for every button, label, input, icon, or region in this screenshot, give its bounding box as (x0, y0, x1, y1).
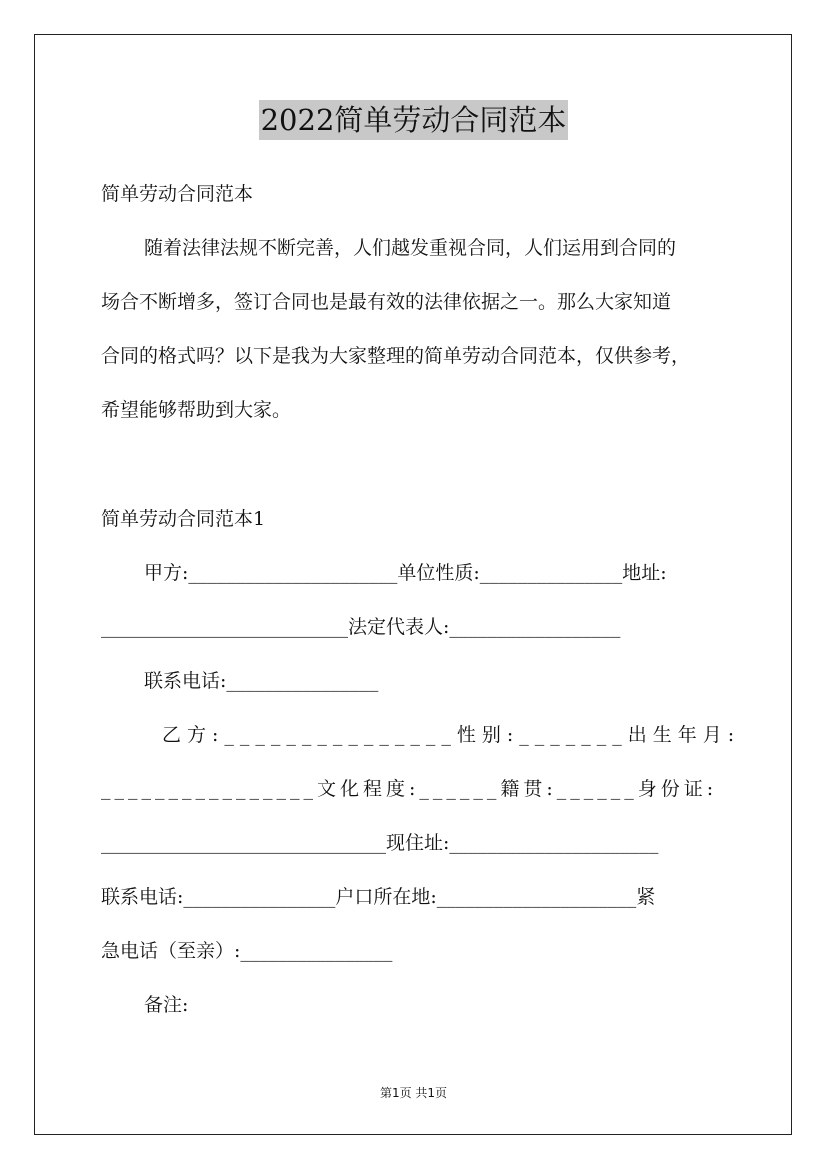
form-line-legal-rep: __________________________法定代表人:__________________ (101, 616, 621, 638)
form-line-phone-b: 联系电话:________________户口所在地:_____________________紧 (101, 886, 656, 908)
section-heading: 简单劳动合同范本1 (101, 508, 266, 530)
intro-line-2: 场合不断增多，签订合同也是最有效的法律依据之一。那么大家知道 (101, 291, 672, 313)
intro-line-4: 希望能够帮助到大家。 (101, 399, 292, 421)
form-line-education: ________________文化程度:______籍贯:______身份证: (101, 778, 718, 800)
document-title (0, 100, 827, 140)
form-line-phone-a: 联系电话:________________ (144, 670, 379, 692)
subtitle: 简单劳动合同范本 (101, 183, 254, 205)
form-line-party-b: 乙方:_______________性别:_______出生年月: (162, 724, 741, 746)
page-number: 第1页 共1页 (379, 1086, 448, 1100)
document-title-text: 2022简单劳动合同范本 (259, 100, 569, 140)
intro-line-3: 合同的格式吗？以下是我为大家整理的简单劳动合同范本，仅供参考， (101, 345, 691, 367)
form-line-party-a: 甲方:______________________单位性质:_______________地址: (144, 562, 667, 584)
form-line-address: ______________________________现住址:______________________ (101, 832, 659, 854)
form-line-remarks: 备注: (144, 994, 189, 1016)
intro-line-1: 随着法律法规不断完善，人们越发重视合同，人们运用到合同的 (144, 237, 677, 259)
form-line-emergency: 急电话（至亲）:________________ (101, 940, 393, 962)
